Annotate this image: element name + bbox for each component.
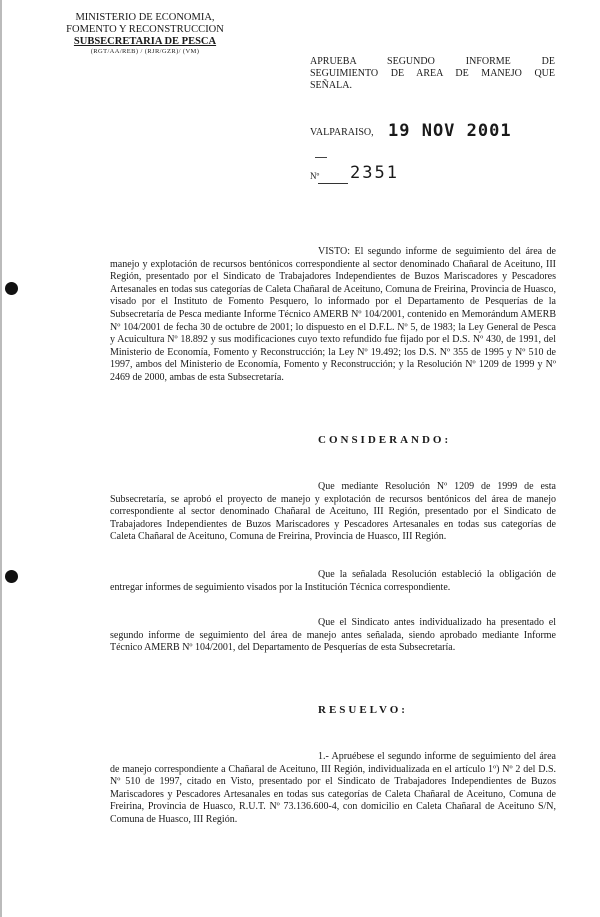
number-label: Nº — [310, 171, 320, 181]
document-subject: APRUEBA SEGUNDO INFORME DE SEGUIMIENTO DE AREA DE MANEJO QUE SEÑALA. — [310, 56, 555, 91]
ministry-name-2: FOMENTO Y RECONSTRUCCION — [66, 24, 224, 35]
resuelvo-heading: RESUELVO: — [318, 704, 408, 716]
considerando-paragraph-3: Que el Sindicato antes individualizado ha presentado el segundo informe de seguimiento del área de manejo antes señalada, siendo aprobado mediante Informe Técnico AMERB Nº 104/2001, del Departamento de Pesquerías de esta Subsecretaría. — [110, 617, 556, 654]
considerando-paragraph-1: Que mediante Resolución Nº 1209 de 1999 de esta Subsecretaría, se aprobó el proyecto de manejo y explotación de recursos bentónicos del área de manejo correspondiente al sector denominado Chañaral de Aceituno, III Región, presentado por el Sindicato de Trabajadores Independientes de Buzos Mariscadores y Pescadores Artesanales en todas sus categorías de Caleta Chañaral de Aceituno, Comuna de Freirina, Provincia de Huasco, III Región. — [110, 481, 556, 543]
letterhead — [50, 12, 240, 56]
resolution-number: 2351 — [350, 163, 399, 183]
punch-hole-icon — [5, 570, 18, 583]
considerando-heading: CONSIDERANDO: — [318, 434, 452, 446]
considerando-paragraph-2: Que la señalada Resolución estableció la obligación de entregar informes de seguimiento visados por la Institución Técnica correspondiente. — [110, 569, 556, 593]
visto-paragraph: VISTO: El segundo informe de seguimiento del área de manejo y explotación de recursos bentónicos correspondiente al sector denominado Chañaral de Aceituno, III Región, presentado por el Sindicato de Trabajadores Independientes de Buzos Mariscadores y Pescadores Artesanales en todas sus categorías de Caleta Chañaral de Aceituno, Comuna de Freirina, Provincia de Huasco, visado por el Instituto de Fomento Pesquero, lo informado por el Departamento de Pesquerías de la Subsecretaría de Pesca mediante Informe Técnico AMERB Nº 104/2001, contenido en Memorándum AMERB Nº 104/2001 de fecha 30 de octubre de 2001; lo dispuesto en el D.F.L. Nº 5, de 1983; la Ley General de Pesca y Acuicultura Nº 18.892 y sus modificaciones cuyo texto refundido fue fijado por el D.S. Nº 430, de 1991, del Ministerio de Economía, Fomento y Reconstrucción; la Ley Nº 19.492; los D.S. Nº 355 de 1995 y Nº 510 de 1997, ambos del Ministerio de Economía, Fomento y Reconstrucción; y la Resolución Nº 1209 de 1999 y Nº 2469 de 2000, ambas de esta Subsecretaría. — [110, 246, 556, 383]
subsecretaria-name: SUBSECRETARIA DE PESCA — [73, 36, 217, 47]
date-stamp: 19 NOV 2001 — [388, 121, 512, 141]
number-underline — [318, 183, 348, 184]
ministry-name: MINISTERIO DE ECONOMIA, — [75, 12, 215, 23]
resuelvo-paragraph-1: 1.- Apruébese el segundo informe de seguimiento del área de manejo correspondiente a Chañaral de Aceituno, III Región, individualizada en el artículo 1º) Nº 2 del D.S. Nº 510 de 1997, citado en Visto, presentado por el Sindicato de Trabajadores Independientes de Buzos Mariscadores y Pescadores Artesanales en todas sus categorías de Caleta Chañaral de Aceituno, Comuna de Freirina, Provincia de Huasco, R.U.T. Nº 73.136.600-4, con domicilio en Caleta Chañaral de Aceituno S/N, Comuna de Huasco, III Región. — [110, 751, 556, 825]
place-label: VALPARAISO, — [310, 127, 374, 138]
handwritten-mark — [315, 157, 327, 162]
punch-hole-icon — [5, 282, 18, 295]
reference-initials: (RGT/AA/REB) / (RJR/GZR)/ (VM) — [90, 48, 200, 55]
scan-edge — [0, 0, 2, 917]
